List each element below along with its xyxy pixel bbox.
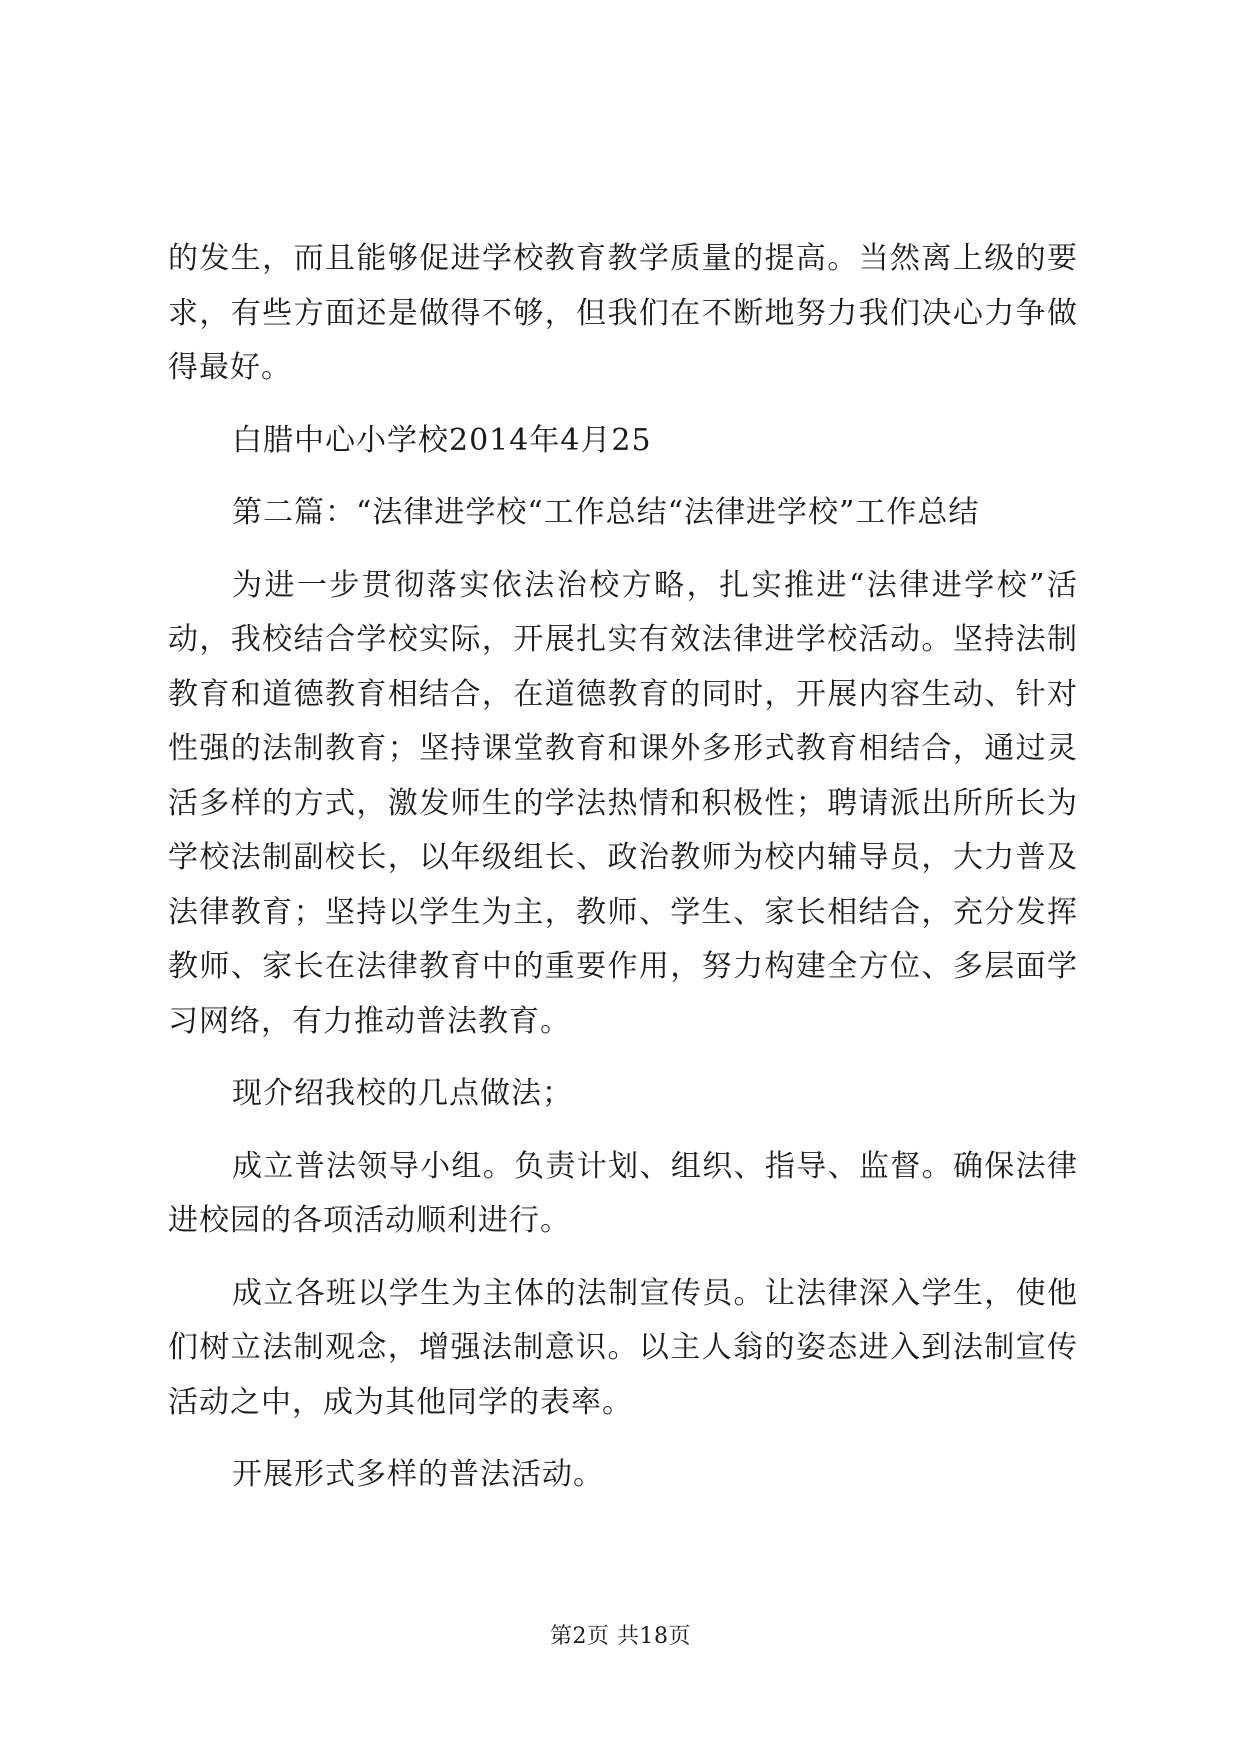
- paragraph-intro: 为进一步贯彻落实依法治校方略，扎实推进“法律进学校”活动，我校结合学校实际，开展扎实有效法律进学校活动。坚持法制教育和道德教育相结合，在道德教育的同时，开展内容生动、针对性强的法制教育；坚持课堂教育和课外多形式教育相结合，通过灵活多样的方式，激发师生的学法热情和积极性；聘请派出所所长为学校法制副校长，以年级组长、政治教师为校内辅导员，大力普及法律教育；坚持以学生为主，教师、学生、家长相结合，充分发挥教师、家长在法律教育中的重要作用，努力构建全方位、多层面学习网络，有力推动普法教育。: [168, 567, 1078, 1039]
- document-body: [168, 232, 1078, 1503]
- paragraph-leadership-group: 成立普法领导小组。负责计划、组织、指导、监督。确保法律进校园的各项活动顺利进行。: [168, 1148, 1078, 1238]
- paragraph-continuation: 的发生，而且能够促进学校教育教学质量的提高。当然离上级的要求，有些方面还是做得不够，但我们在不断地努力我们决心力争做得最好。: [168, 241, 1078, 385]
- paragraph-activities: 开展形式多样的普法活动。: [232, 1457, 604, 1492]
- paragraph-section-title: 第二篇：“法律进学校“工作总结“法律进学校”工作总结: [232, 495, 980, 530]
- page-number-footer: 第2页 共18页: [550, 1624, 691, 1649]
- paragraph-student-publicists: 成立各班以学生为主体的法制宣传员。让法律深入学生，使他们树立法制观念，增强法制意识。以主人翁的姿态进入到法制宣传活动之中，成为其他同学的表率。: [168, 1275, 1078, 1420]
- paragraph-practices-intro: 现介绍我校的几点做法；: [232, 1076, 573, 1111]
- paragraph-signature-date: 白腊中心小学校2014年4月25: [232, 422, 652, 458]
